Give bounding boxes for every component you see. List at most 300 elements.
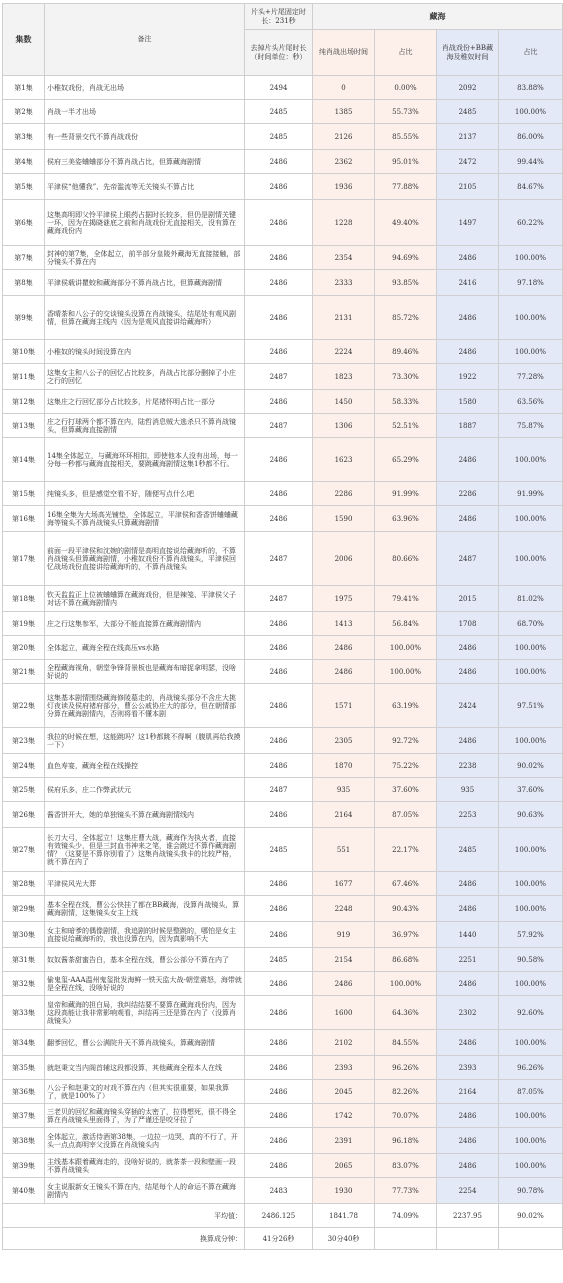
- ratio1-cell: 0.00%: [375, 76, 437, 100]
- ratio1-cell: 56.84%: [375, 612, 437, 636]
- table-row: [3, 612, 563, 636]
- table-row: [3, 270, 563, 296]
- header-cangha: 藏海: [313, 4, 563, 30]
- episode-cell: 第9集: [3, 296, 45, 340]
- table-body: [3, 76, 563, 1204]
- ratio2-cell: 100.00%: [499, 636, 563, 660]
- episode-cell: 第25集: [3, 778, 45, 802]
- table-row: [3, 660, 563, 684]
- table-row: [3, 922, 563, 948]
- episode-cell: 第28集: [3, 872, 45, 896]
- pure-time-cell: 2164: [313, 802, 375, 828]
- remark-cell: 14集全体起立，与藏海环环相扣，即使他本人没有出场，每一分每一秒都与藏海直接相关，要跳藏海剧情这集1秒都不行。: [45, 438, 245, 482]
- with-bb-cell: 2302: [437, 996, 499, 1030]
- table-row: [3, 872, 563, 896]
- episode-cell: 第6集: [3, 200, 45, 246]
- pure-time-cell: 1930: [313, 1178, 375, 1204]
- episode-cell: 第33集: [3, 996, 45, 1030]
- ratio1-cell: 63.96%: [375, 506, 437, 532]
- remark-cell: 全体起立，激活侍酒第38集，一边拉一边哭，真的不行了，开头一点点高明宰父没算在肖战镜头内: [45, 1128, 245, 1154]
- episode-cell: 第11集: [3, 364, 45, 390]
- with-bb-cell: 2393: [437, 1056, 499, 1080]
- table-row: [3, 1030, 563, 1056]
- with-bb-cell: 2254: [437, 1178, 499, 1204]
- pure-time-cell: 2065: [313, 1154, 375, 1178]
- pure-time-cell: 1870: [313, 754, 375, 778]
- ratio1-cell: 37.60%: [375, 778, 437, 802]
- length-cell: 2486: [245, 636, 313, 660]
- length-cell: 2486: [245, 174, 313, 200]
- with-bb-cell: 2092: [437, 76, 499, 100]
- episode-cell: 第3集: [3, 124, 45, 150]
- with-bb-cell: 2486: [437, 1154, 499, 1178]
- remark-cell: 我拉的时候在想，这能跳吗？这1秒都跳不得啊（腹肌再给我摸一下）: [45, 728, 245, 754]
- ratio1-cell: 85.72%: [375, 296, 437, 340]
- remark-cell: 侯府乐多，庄二作弊武状元: [45, 778, 245, 802]
- episode-cell: 第38集: [3, 1128, 45, 1154]
- ratio2-cell: 90.58%: [499, 948, 563, 972]
- with-bb-cell: 2485: [437, 828, 499, 872]
- table-row: [3, 1056, 563, 1080]
- with-bb-cell: 1708: [437, 612, 499, 636]
- ratio2-cell: 100.00%: [499, 246, 563, 270]
- with-bb-cell: 2105: [437, 174, 499, 200]
- table-row: [3, 728, 563, 754]
- ratio1-cell: 84.55%: [375, 1030, 437, 1056]
- remark-cell: 这集女主和八公子的回忆占比较多，肖战占比部分删掉了小庄之行的回忆: [45, 364, 245, 390]
- length-cell: 2486: [245, 482, 313, 506]
- ratio1-cell: 82.26%: [375, 1080, 437, 1104]
- ratio2-cell: 100.00%: [499, 872, 563, 896]
- with-bb-cell: 2487: [437, 532, 499, 586]
- length-cell: 2487: [245, 532, 313, 586]
- conversion-pure: 30分40秒: [313, 1228, 375, 1250]
- length-cell: 2486: [245, 438, 313, 482]
- episode-cell: 第27集: [3, 828, 45, 872]
- table-row: [3, 340, 563, 364]
- length-cell: 2486: [245, 612, 313, 636]
- pure-time-cell: 2154: [313, 948, 375, 972]
- table-row: [3, 1080, 563, 1104]
- pure-time-cell: 1590: [313, 506, 375, 532]
- length-cell: 2486: [245, 1080, 313, 1104]
- with-bb-cell: 2486: [437, 896, 499, 922]
- episode-cell: 第22集: [3, 684, 45, 728]
- length-cell: 2486: [245, 660, 313, 684]
- ratio2-cell: 92.60%: [499, 996, 563, 1030]
- ratio1-cell: 85.55%: [375, 124, 437, 150]
- length-cell: 2486: [245, 872, 313, 896]
- ratio2-cell: 96.26%: [499, 1056, 563, 1080]
- average-bb: 2237.95: [437, 1204, 499, 1228]
- ratio2-cell: 100.00%: [499, 972, 563, 996]
- conversion-empty-2: [437, 1228, 499, 1250]
- with-bb-cell: 2486: [437, 1128, 499, 1154]
- with-bb-cell: 2416: [437, 270, 499, 296]
- episode-cell: 第16集: [3, 506, 45, 532]
- length-cell: 2485: [245, 828, 313, 872]
- ratio2-cell: 100.00%: [499, 728, 563, 754]
- length-cell: 2485: [245, 948, 313, 972]
- ratio1-cell: 100.00%: [375, 660, 437, 684]
- remark-cell: 奴奴酱茶甜蜜告白，基本全程在线，曹公公部分不算在内了: [45, 948, 245, 972]
- length-cell: 2486: [245, 728, 313, 754]
- episode-cell: 第7集: [3, 246, 45, 270]
- length-cell: 2486: [245, 296, 313, 340]
- ratio2-cell: 91.99%: [499, 482, 563, 506]
- pure-time-cell: 2354: [313, 246, 375, 270]
- with-bb-cell: 2137: [437, 124, 499, 150]
- ratio1-cell: 79.41%: [375, 586, 437, 612]
- data-table: [2, 3, 563, 1250]
- episode-cell: 第19集: [3, 612, 45, 636]
- average-pure: 1841.78: [313, 1204, 375, 1228]
- remark-cell: 16集全集为大场高光铺垫，全体起立，平津侯和香香饼蛐蛐藏海等镜头不算肖战镜头只算藏海剧情: [45, 506, 245, 532]
- table-row: [3, 482, 563, 506]
- pure-time-cell: 1936: [313, 174, 375, 200]
- remark-cell: 平津侯风光大葬: [45, 872, 245, 896]
- ratio1-cell: 36.97%: [375, 922, 437, 948]
- table-row: [3, 828, 563, 872]
- ratio1-cell: 63.19%: [375, 684, 437, 728]
- pure-time-cell: 2045: [313, 1080, 375, 1104]
- ratio1-cell: 73.30%: [375, 364, 437, 390]
- length-cell: 2486: [245, 340, 313, 364]
- ratio2-cell: 84.67%: [499, 174, 563, 200]
- average-length: 2486.125: [245, 1204, 313, 1228]
- ratio2-cell: 100.00%: [499, 100, 563, 124]
- length-cell: 2486: [245, 684, 313, 728]
- pure-time-cell: 2333: [313, 270, 375, 296]
- table-row: [3, 414, 563, 438]
- with-bb-cell: 2486: [437, 246, 499, 270]
- episode-cell: 第21集: [3, 660, 45, 684]
- with-bb-cell: 1922: [437, 364, 499, 390]
- table-row: [3, 1128, 563, 1154]
- length-cell: 2485: [245, 124, 313, 150]
- ratio1-cell: 77.88%: [375, 174, 437, 200]
- ratio1-cell: 70.07%: [375, 1104, 437, 1128]
- ratio2-cell: 100.00%: [499, 896, 563, 922]
- table-row: [3, 1104, 563, 1128]
- ratio2-cell: 100.00%: [499, 1154, 563, 1178]
- length-cell: 2486: [245, 1030, 313, 1056]
- pure-time-cell: 2248: [313, 896, 375, 922]
- ratio1-cell: 49.40%: [375, 200, 437, 246]
- table-row: [3, 364, 563, 390]
- remark-cell: 皇帝和藏海的担白局，我纠结结要不要算在藏海戏份内，因为这段高能让我非常影响观看，纠结再三还是算在内了（没算肖战镜头）: [45, 996, 245, 1030]
- ratio2-cell: 68.70%: [499, 612, 563, 636]
- with-bb-cell: 1580: [437, 390, 499, 414]
- ratio2-cell: 97.51%: [499, 684, 563, 728]
- episode-cell: 第24集: [3, 754, 45, 778]
- table-row: [3, 100, 563, 124]
- episode-cell: 第29集: [3, 896, 45, 922]
- with-bb-cell: 2486: [437, 972, 499, 996]
- with-bb-cell: 2486: [437, 438, 499, 482]
- table-row: [3, 506, 563, 532]
- length-cell: 2486: [245, 972, 313, 996]
- length-cell: 2485: [245, 100, 313, 124]
- pure-time-cell: 2486: [313, 972, 375, 996]
- table-row: [3, 948, 563, 972]
- ratio2-cell: 100.00%: [499, 1128, 563, 1154]
- ratio2-cell: 100.00%: [499, 828, 563, 872]
- with-bb-cell: 2286: [437, 482, 499, 506]
- average-ratio2: 90.02%: [499, 1204, 563, 1228]
- length-cell: 2486: [245, 390, 313, 414]
- ratio2-cell: 100.00%: [499, 1104, 563, 1128]
- remark-cell: 香晴茶和八公子的交谈镜头没算在肖战镜头，结尾处有观风剧情，但算在藏海主线内（因为是观风直接讲给藏海听）: [45, 296, 245, 340]
- length-cell: 2487: [245, 364, 313, 390]
- remark-cell: 这集基本剧情围绕藏海修陵墓走的，肖战镜头部分不含庄大挑灯夜读及侯府褚府部分，曹公公戚协庄大的部分，但在朝情部分算在藏海剧情内，否则将看不懂本剧: [45, 684, 245, 728]
- with-bb-cell: 2486: [437, 506, 499, 532]
- remark-cell: 肖战一半才出场: [45, 100, 245, 124]
- average-ratio1: 74.09%: [375, 1204, 437, 1228]
- pure-time-cell: 1450: [313, 390, 375, 414]
- episode-cell: 第31集: [3, 948, 45, 972]
- length-cell: 2487: [245, 414, 313, 438]
- episode-cell: 第30集: [3, 922, 45, 948]
- pure-time-cell: 2126: [313, 124, 375, 150]
- remark-cell: 钦天监监正上位被蛐蛐算在藏海戏份，但是辣笺、平津侯父子对话不算在藏海剧情内: [45, 586, 245, 612]
- ratio1-cell: 64.36%: [375, 996, 437, 1030]
- with-bb-cell: 2424: [437, 684, 499, 728]
- ratio2-cell: 100.00%: [499, 660, 563, 684]
- ratio2-cell: 100.00%: [499, 1030, 563, 1056]
- table-row: [3, 1178, 563, 1204]
- pure-time-cell: 1823: [313, 364, 375, 390]
- ratio2-cell: 100.00%: [499, 532, 563, 586]
- pure-time-cell: 2305: [313, 728, 375, 754]
- with-bb-cell: 2486: [437, 636, 499, 660]
- pure-time-cell: 551: [313, 828, 375, 872]
- episode-cell: 第5集: [3, 174, 45, 200]
- episode-cell: 第34集: [3, 1030, 45, 1056]
- table-row: [3, 778, 563, 802]
- header-remarks: 备注: [45, 4, 245, 76]
- pure-time-cell: 1413: [313, 612, 375, 636]
- length-cell: 2486: [245, 200, 313, 246]
- remark-cell: 小稚奴戏份，肖战无出场: [45, 76, 245, 100]
- conversion-empty-1: [375, 1228, 437, 1250]
- table-row: [3, 438, 563, 482]
- header-with-bb: 肖战戏份+BB藏海及稚奴时间: [437, 30, 499, 76]
- length-cell: 2486: [245, 754, 313, 778]
- with-bb-cell: 2238: [437, 754, 499, 778]
- episode-cell: 第4集: [3, 150, 45, 174]
- with-bb-cell: 2253: [437, 802, 499, 828]
- table-row: [3, 200, 563, 246]
- header-episode: 集数: [3, 4, 45, 76]
- ratio1-cell: 90.43%: [375, 896, 437, 922]
- header-length-top: 片头+片尾固定时长：231秒: [245, 4, 313, 30]
- remark-cell: 庄之行这集参军，大部分不能直接算在藏海剧情内: [45, 612, 245, 636]
- table-row: [3, 972, 563, 996]
- remark-cell: 全程藏海视角，朝堂争锋背景板也是藏海布暗捉拿明瑟，没啥好说的: [45, 660, 245, 684]
- with-bb-cell: 2486: [437, 296, 499, 340]
- length-cell: 2486: [245, 1128, 313, 1154]
- ratio1-cell: 67.46%: [375, 872, 437, 896]
- pure-time-cell: 935: [313, 778, 375, 802]
- pure-time-cell: 2224: [313, 340, 375, 364]
- table-row: [3, 802, 563, 828]
- remark-cell: 这集庄之行回忆部分占比较多，片尾褚怀明占比一部分: [45, 390, 245, 414]
- ratio2-cell: 99.44%: [499, 150, 563, 174]
- ratio2-cell: 90.63%: [499, 802, 563, 828]
- length-cell: 2486: [245, 1056, 313, 1080]
- episode-cell: 第20集: [3, 636, 45, 660]
- length-cell: 2486: [245, 1154, 313, 1178]
- length-cell: 2486: [245, 996, 313, 1030]
- conversion-length: 41分26秒: [245, 1228, 313, 1250]
- length-cell: 2483: [245, 1178, 313, 1204]
- ratio1-cell: 96.18%: [375, 1128, 437, 1154]
- with-bb-cell: 2164: [437, 1080, 499, 1104]
- ratio1-cell: 92.72%: [375, 728, 437, 754]
- table-row: [3, 896, 563, 922]
- ratio2-cell: 87.05%: [499, 1080, 563, 1104]
- table-row: [3, 586, 563, 612]
- remark-cell: 酱香饼开大，她的单独镜头不算在藏海剧情线内: [45, 802, 245, 828]
- pure-time-cell: 1975: [313, 586, 375, 612]
- pure-time-cell: 2286: [313, 482, 375, 506]
- episode-cell: 第26集: [3, 802, 45, 828]
- remark-cell: 长刀大弓，全体起立！这集庄曹大战，藏海作为执火者，直接有效镜头少，但是三封血书神来之笔，谁会跳过不算作藏海剧情？（这要是不算你别看了）这集肖战镜头我卡的比较严格，就不算在内了: [45, 828, 245, 872]
- episode-cell: 第2集: [3, 100, 45, 124]
- ratio1-cell: 93.85%: [375, 270, 437, 296]
- length-cell: 2486: [245, 270, 313, 296]
- episode-cell: 第14集: [3, 438, 45, 482]
- ratio2-cell: 63.56%: [499, 390, 563, 414]
- pure-time-cell: 2486: [313, 660, 375, 684]
- episode-cell: 第13集: [3, 414, 45, 438]
- average-label: 平均值：: [3, 1204, 245, 1228]
- ratio1-cell: 75.22%: [375, 754, 437, 778]
- length-cell: 2486: [245, 150, 313, 174]
- ratio1-cell: 89.46%: [375, 340, 437, 364]
- with-bb-cell: 935: [437, 778, 499, 802]
- remark-cell: 前面一段平津侯和沈婉的剧情是高明直接说给藏海听的，不算肖战镜头但算藏海剧情，小稚奴戏份不算肖战镜头，平津侯回忆战场戏份直接讲给藏海听的，不算肖战镜头: [45, 532, 245, 586]
- remark-cell: 有一些背景交代不算肖战戏份: [45, 124, 245, 150]
- pure-time-cell: 1385: [313, 100, 375, 124]
- remark-cell: 全体起立，藏海全程在线高压vs水路: [45, 636, 245, 660]
- ratio2-cell: 81.02%: [499, 586, 563, 612]
- remark-cell: 封神的第7集，全体起立，前半部分皇陵外藏海无直接接触，部分镜头不算在内: [45, 246, 245, 270]
- length-cell: 2486: [245, 922, 313, 948]
- pure-time-cell: 1600: [313, 996, 375, 1030]
- table-row: [3, 174, 563, 200]
- remark-cell: 三老贝的回忆和藏海镜头穿插的太密了，拉得想死，很不得全算在肖战镜头里面得了，为了严谨还是咬牙拉了: [45, 1104, 245, 1128]
- episode-cell: 第8集: [3, 270, 45, 296]
- episode-cell: 第10集: [3, 340, 45, 364]
- table-row: [3, 754, 563, 778]
- ratio2-cell: 100.00%: [499, 340, 563, 364]
- ratio1-cell: 58.33%: [375, 390, 437, 414]
- pure-time-cell: 1228: [313, 200, 375, 246]
- ratio1-cell: 55.73%: [375, 100, 437, 124]
- table-row: [3, 684, 563, 728]
- ratio2-cell: 100.00%: [499, 296, 563, 340]
- ratio1-cell: 100.00%: [375, 636, 437, 660]
- pure-time-cell: 2391: [313, 1128, 375, 1154]
- with-bb-cell: 1887: [437, 414, 499, 438]
- ratio2-cell: 90.02%: [499, 754, 563, 778]
- ratio2-cell: 37.60%: [499, 778, 563, 802]
- pure-time-cell: 1306: [313, 414, 375, 438]
- length-cell: 2486: [245, 1104, 313, 1128]
- conversion-label: 换算成分钟：: [3, 1228, 245, 1250]
- episode-cell: 第35集: [3, 1056, 45, 1080]
- ratio1-cell: 87.05%: [375, 802, 437, 828]
- remark-cell: 八公子和赵秉文的对戏不算在内（但其实很重要，如果我算了，就是100%了）: [45, 1080, 245, 1104]
- header-ratio1: 占比: [375, 30, 437, 76]
- pure-time-cell: 2102: [313, 1030, 375, 1056]
- with-bb-cell: 2485: [437, 100, 499, 124]
- episode-cell: 第40集: [3, 1178, 45, 1204]
- length-cell: 2486: [245, 246, 313, 270]
- pure-time-cell: 2393: [313, 1056, 375, 1080]
- ratio2-cell: 83.88%: [499, 76, 563, 100]
- table-row: [3, 76, 563, 100]
- average-row: [3, 1204, 563, 1228]
- episode-cell: 第15集: [3, 482, 45, 506]
- remark-cell: 女主和暗爹的偶像剧情，我追剧的时候是整跳的，哪怕是女主直接说给藏海听的，我也没算在内，因为真影响不大: [45, 922, 245, 948]
- ratio1-cell: 65.29%: [375, 438, 437, 482]
- pure-time-cell: 919: [313, 922, 375, 948]
- pure-time-cell: 2131: [313, 296, 375, 340]
- ratio1-cell: 91.99%: [375, 482, 437, 506]
- ratio1-cell: 100.00%: [375, 972, 437, 996]
- remark-cell: 主线基本跟着藏海走的，没啥好说的，就茶茶一段和壁画一段不算肖战镜头: [45, 1154, 245, 1178]
- episode-cell: 第1集: [3, 76, 45, 100]
- table-row: [3, 296, 563, 340]
- pure-time-cell: 2006: [313, 532, 375, 586]
- with-bb-cell: 2486: [437, 1030, 499, 1056]
- header-pure-time: 纯肖战出场时间: [313, 30, 375, 76]
- table-row: [3, 1154, 563, 1178]
- episode-cell: 第23集: [3, 728, 45, 754]
- episode-cell: 第12集: [3, 390, 45, 414]
- remark-cell: 就赵秉文当内阁首辅这段都没算，其他藏海全程本人在线: [45, 1056, 245, 1080]
- length-cell: 2494: [245, 76, 313, 100]
- pure-time-cell: 1742: [313, 1104, 375, 1128]
- pure-time-cell: 1571: [313, 684, 375, 728]
- header-length-sub: 去掉片头片尾时长（时间单位：秒）: [245, 30, 313, 76]
- remark-cell: 庄之行打球两个都不算在内，陆哲消息贼大逃杀只不算肖战镜头，但算藏海直接剧情: [45, 414, 245, 438]
- conversion-empty-3: [499, 1228, 563, 1250]
- with-bb-cell: 2472: [437, 150, 499, 174]
- table-row: [3, 996, 563, 1030]
- ratio2-cell: 57.92%: [499, 922, 563, 948]
- pure-time-cell: 1623: [313, 438, 375, 482]
- length-cell: 2486: [245, 896, 313, 922]
- with-bb-cell: 1497: [437, 200, 499, 246]
- remark-cell: 小稚奴的镜头时间没算在内: [45, 340, 245, 364]
- episode-cell: 第17集: [3, 532, 45, 586]
- remark-cell: 平津侯载讲瞿蛟和藏海部分不算肖战占比，但算藏海剧情: [45, 270, 245, 296]
- episode-cell: 第32集: [3, 972, 45, 996]
- ratio1-cell: 22.17%: [375, 828, 437, 872]
- length-cell: 2486: [245, 506, 313, 532]
- episode-cell: 第36集: [3, 1080, 45, 1104]
- ratio2-cell: 90.78%: [499, 1178, 563, 1204]
- with-bb-cell: 2486: [437, 728, 499, 754]
- ratio1-cell: 94.69%: [375, 246, 437, 270]
- episode-cell: 第39集: [3, 1154, 45, 1178]
- ratio2-cell: 100.00%: [499, 506, 563, 532]
- ratio1-cell: 52.51%: [375, 414, 437, 438]
